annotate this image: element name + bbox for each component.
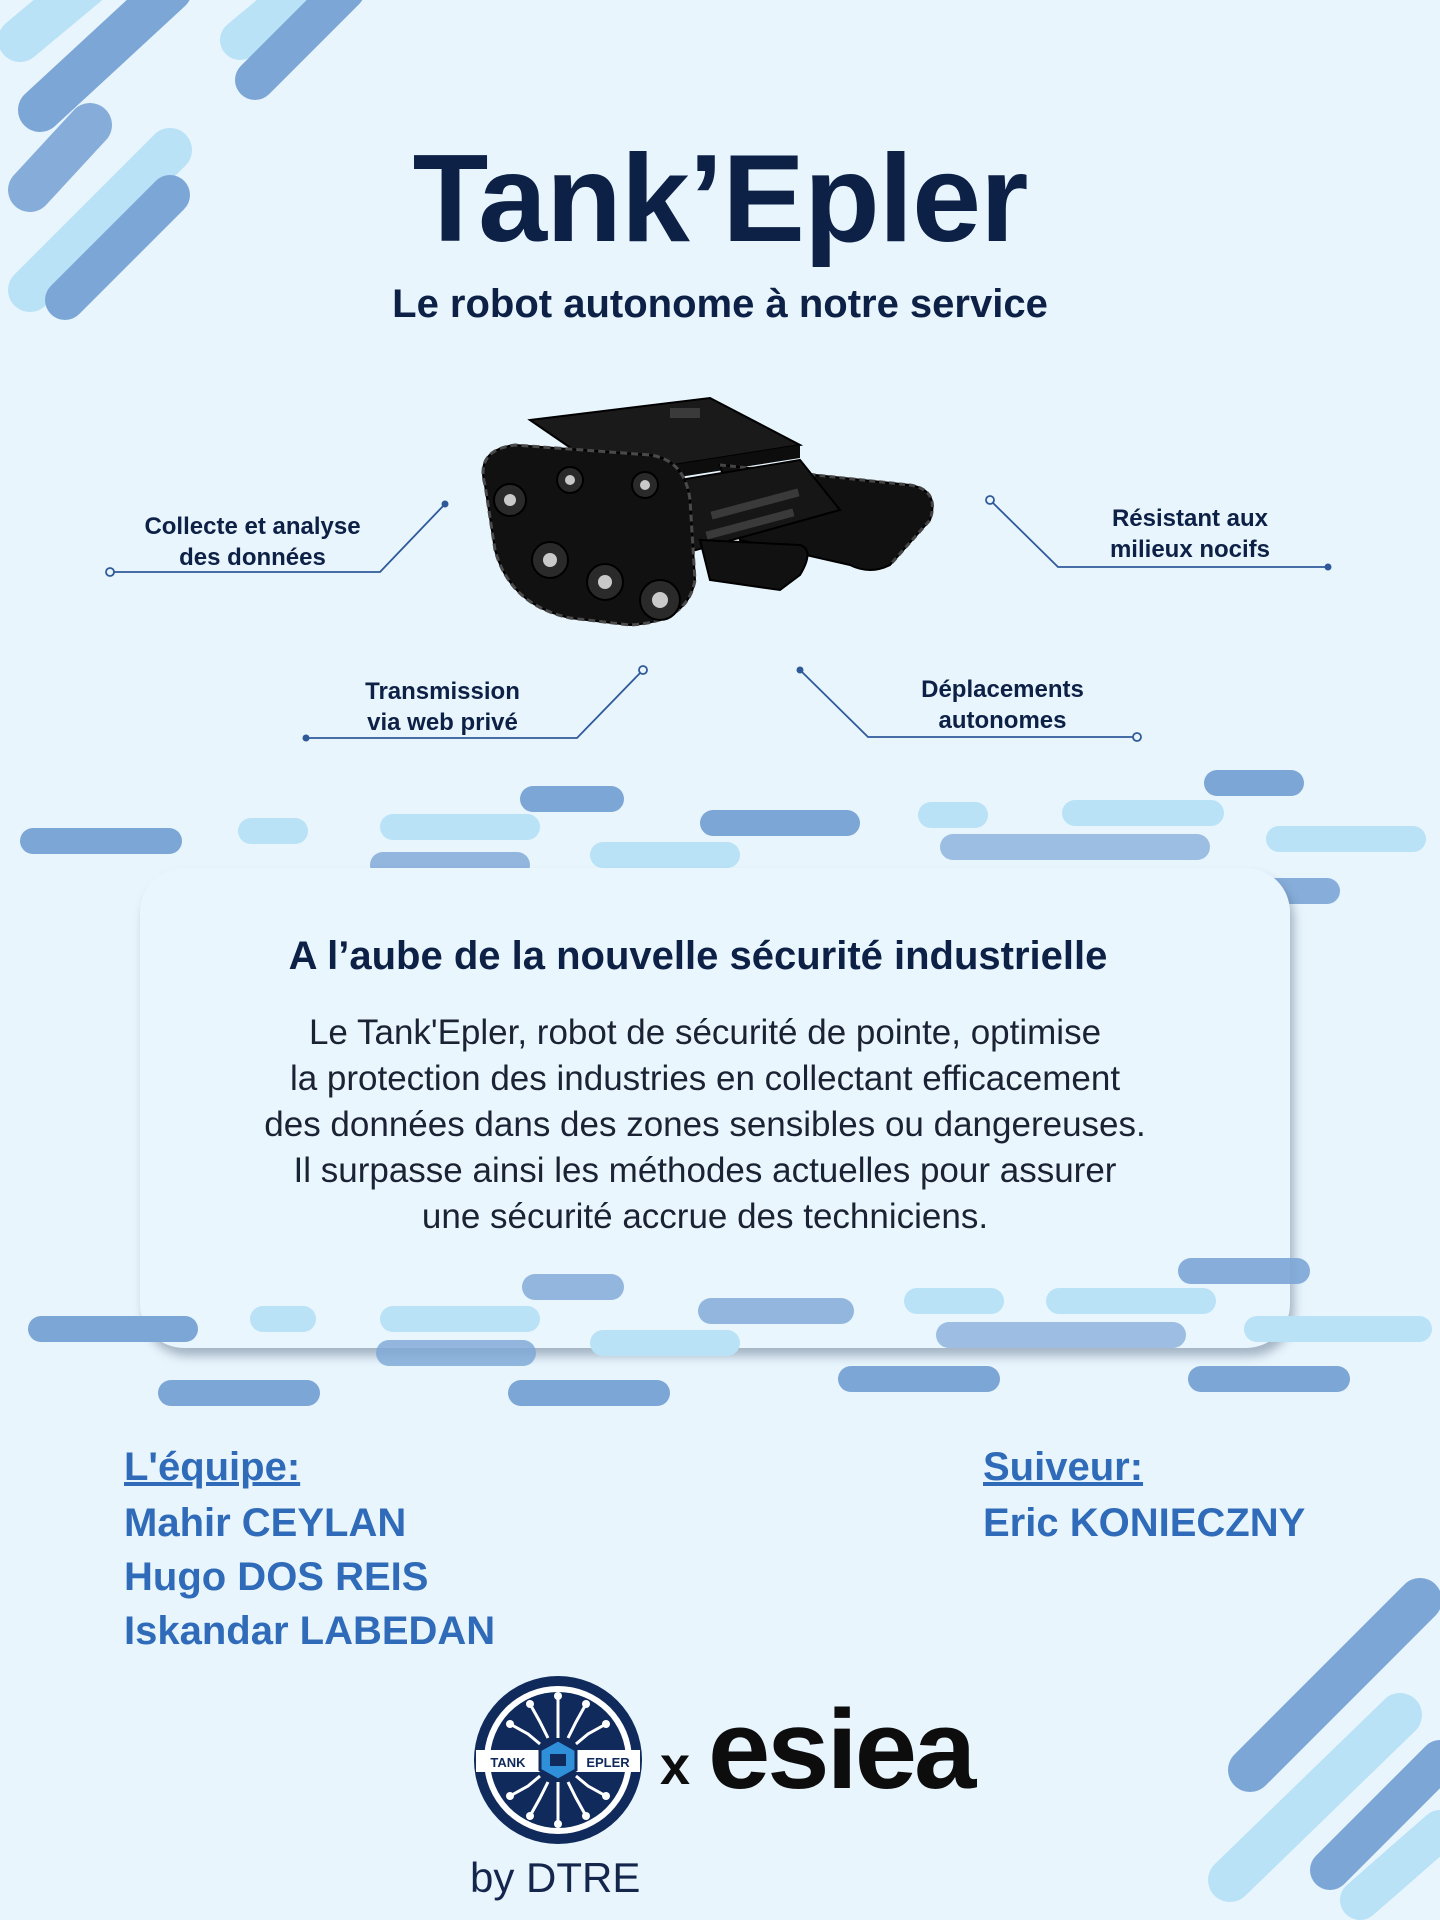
team-member: Hugo DOS REIS	[124, 1555, 429, 1599]
poster-subtitle: Le robot autonome à notre service	[392, 282, 1048, 326]
logo-text-right: EPLER	[586, 1755, 630, 1770]
card-body-line: la protection des industries en collectant efficacement	[289, 1059, 1121, 1098]
tank-epler-logo	[470, 1672, 646, 1848]
feature-transmission-line1: Transmission	[365, 678, 520, 705]
feature-transmission	[335, 676, 550, 738]
card-body	[180, 1010, 1230, 1240]
team-section	[124, 1445, 495, 1658]
logo-separator: x	[660, 1736, 691, 1796]
feature-data-collection-line2: des données	[179, 544, 326, 571]
supervisor-section	[983, 1445, 1305, 1550]
feature-movement	[895, 674, 1110, 736]
feature-resistance-line1: Résistant aux	[1111, 505, 1269, 532]
logo-text-left: TANK	[490, 1755, 526, 1770]
poster-title: Tank’Epler	[412, 130, 1028, 268]
card-heading: A l’aube de la nouvelle sécurité industrielle	[288, 934, 1108, 978]
team-heading: L'équipe:	[124, 1445, 301, 1489]
supervisor-name: Eric KONIECZNY	[983, 1501, 1306, 1545]
byline: by DTRE	[470, 1854, 641, 1901]
feature-resistance-line2: milieux nocifs	[1109, 536, 1271, 563]
supervisor-heading: Suiveur:	[983, 1445, 1144, 1489]
team-member: Iskandar LABEDAN	[124, 1609, 496, 1653]
feature-movement-line2: autonomes	[938, 707, 1067, 734]
feature-movement-line1: Déplacements	[921, 676, 1084, 703]
esiea-logo: esiea	[708, 1687, 974, 1812]
feature-data-collection-line1: Collecte et analyse	[144, 513, 361, 540]
card-body-line: des données dans des zones sensibles ou dangereuses.	[264, 1105, 1146, 1144]
team-member: Mahir CEYLAN	[124, 1501, 407, 1545]
card-body-line: Le Tank'Epler, robot de sécurité de pointe, optimise	[308, 1013, 1102, 1052]
feature-data-collection	[120, 511, 385, 573]
feature-transmission-line2: via web privé	[367, 709, 518, 736]
card-body-line: Il surpasse ainsi les méthodes actuelles pour assurer	[293, 1151, 1117, 1190]
feature-resistance	[1080, 503, 1300, 565]
card-body-line: une sécurité accrue des techniciens.	[421, 1197, 989, 1236]
